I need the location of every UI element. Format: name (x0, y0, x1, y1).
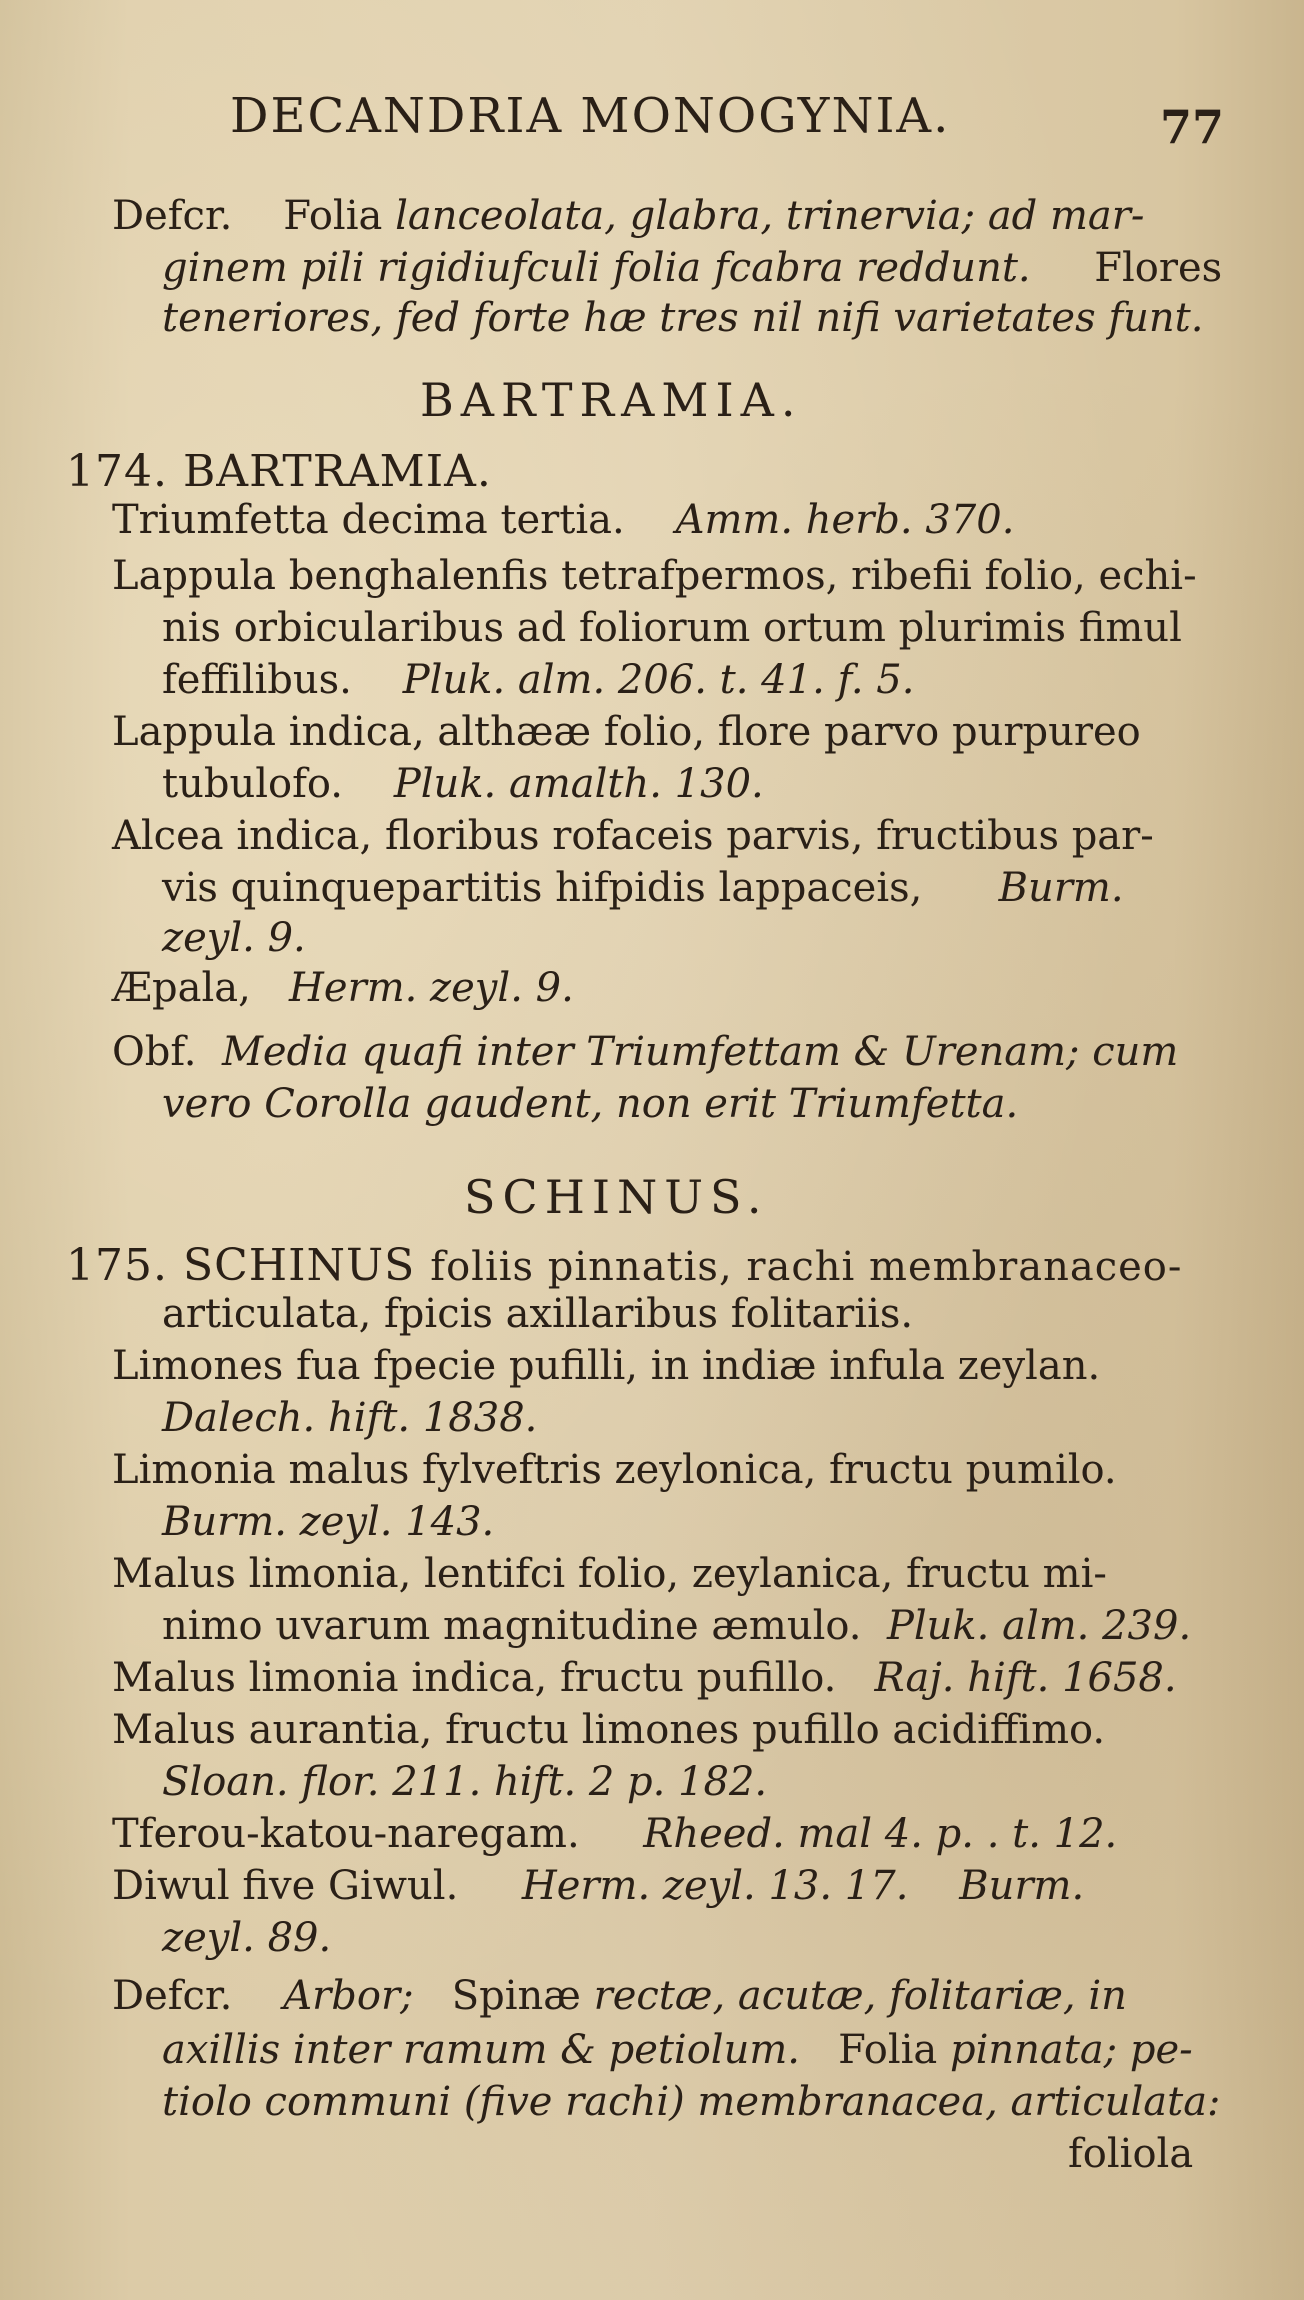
synonym-line (112, 965, 574, 1011)
desc-line-1 (112, 193, 1145, 239)
synonym-ref: Herm. zeyl. 13. 17. (521, 1863, 909, 1909)
synonym-ref: zeyl. 89. (162, 1915, 332, 1961)
synonym-line (162, 657, 915, 703)
desc-text: ginem pili rigidiufculi folia fcabra reddunt. (162, 245, 1031, 291)
synonym-line: Alcea indica, floribus rofaceis parvis, fructibus par- (112, 813, 1154, 859)
entry-title-175 (66, 1240, 1182, 1291)
synonym-line (112, 497, 1015, 543)
synonym-ref: zeyl. 9. (162, 915, 306, 961)
synonym-line (112, 1811, 1118, 1857)
obs-text: Media quafi inter Triumfettam & Urenam; cum (221, 1029, 1179, 1075)
entry-diagnosis: articulata, fpicis axillaribus folitariis. (162, 1291, 914, 1337)
synonym-line (162, 761, 764, 807)
observation-line: vero Corolla gaudent, non erit Triumfetta. (162, 1081, 1019, 1127)
synonym-ref: Raj. hift. 1658. (874, 1655, 1177, 1701)
synonym-line (112, 1655, 1177, 1701)
synonym-ref: Burm. (959, 1863, 1085, 1909)
section-heading-schinus: SCHINUS. (464, 1170, 769, 1224)
synonym-line: Limonia malus fylveftris zeylonica, fructu pumilo. (112, 1447, 1117, 1493)
synonym-text: nimo uvarum magnitudine æmulo. (162, 1603, 862, 1649)
synonym-line: Malus aurantia, fructu limones pufillo acidiffimo. (112, 1707, 1106, 1753)
desc-flores: Flores (1094, 245, 1223, 291)
synonym-line: Malus limonia, lentifci folio, zeylanica, fructu mi- (112, 1551, 1107, 1597)
synonym-ref: Dalech. hift. 1838. (162, 1395, 538, 1441)
synonym-line: Lappula indica, althææ folio, flore parvo purpureo (112, 709, 1141, 755)
entry-name: SCHINUS (182, 1240, 416, 1291)
synonym-ref: Rheed. mal 4. p. . t. 12. (643, 1811, 1118, 1857)
desc-line: tiolo communi (five rachi) membranacea, articulata: (162, 2079, 1221, 2125)
synonym-text: Diwul five Giwul. (112, 1863, 459, 1909)
desc-line (112, 1973, 1127, 2019)
synonym-text: Æpala, (112, 965, 251, 1011)
synonym-line: nis orbicularibus ad foliorum ortum plurimis fimul (162, 605, 1182, 651)
desc-line-3: teneriores, fed forte hæ tres nil nifi varietates funt. (162, 295, 1204, 341)
synonym-ref: Herm. zeyl. 9. (289, 965, 574, 1011)
desc-text: Arbor; (283, 1973, 414, 2019)
synonym-text: Malus limonia indica, fructu pufillo. (112, 1655, 837, 1701)
entry-diagnosis: foliis pinnatis, rachi membranaceo- (430, 1244, 1183, 1290)
entry-number: 174. (66, 446, 168, 497)
synonym-ref: Burm. zeyl. 143. (162, 1499, 495, 1545)
synonym-text: feffilibus. (162, 657, 352, 703)
synonym-ref: Pluk. alm. 206. t. 41. f. 5. (402, 657, 915, 703)
section-heading-bartramia: BARTRAMIA. (420, 373, 803, 427)
page-number: 77 (1160, 100, 1225, 154)
synonym-text: Triumfetta decima tertia. (112, 497, 625, 543)
synonym-ref: Pluk. amalth. 130. (393, 761, 764, 807)
synonym-text: vis quinquepartitis hifpidis lappaceis, (162, 865, 923, 911)
desc-folia: Folia (283, 193, 383, 239)
desc-text: rectæ, acutæ, folitariæ, in (593, 1973, 1127, 2019)
catchword: foliola (1068, 2131, 1194, 2177)
synonym-ref: Sloan. flor. 211. hift. 2 p. 182. (162, 1759, 768, 1805)
desc-text: lanceolata, glabra, trinervia; ad mar- (395, 193, 1145, 239)
desc-line-2 (162, 245, 1223, 291)
synonym-text: tubulofo. (162, 761, 343, 807)
desc-text: axillis inter ramum & petiolum. (162, 2027, 801, 2073)
synonym-line: Limones fua fpecie pufilli, in indiæ infula zeylan. (112, 1343, 1101, 1389)
synonym-text: Tferou-katou-naregam. (112, 1811, 580, 1857)
entry-number: 175. (66, 1240, 168, 1291)
synonym-ref: Amm. herb. 370. (675, 497, 1015, 543)
obs-label: Obf. (112, 1029, 197, 1075)
synonym-ref: Burm. (998, 865, 1124, 911)
running-header: DECANDRIA MONOGYNIA. (230, 88, 951, 144)
synonym-line (112, 1863, 1085, 1909)
desc-line (162, 2027, 1193, 2073)
desc-spinae: Spinæ (451, 1973, 581, 2019)
synonym-ref: Pluk. alm. 239. (886, 1603, 1192, 1649)
synonym-line: Lappula benghalenfis tetrafpermos, ribefii folio, echi- (112, 553, 1197, 599)
desc-folia: Folia (838, 2027, 938, 2073)
desc-label: Defcr. (112, 1973, 233, 2019)
desc-text: pinnata; pe- (949, 2027, 1193, 2073)
desc-label: Defcr. (112, 193, 233, 239)
entry-name: BARTRAMIA. (182, 446, 492, 497)
synonym-line (162, 1603, 1192, 1649)
synonym-line (162, 865, 1124, 911)
observation-line (112, 1029, 1179, 1075)
entry-title-174 (66, 446, 492, 497)
